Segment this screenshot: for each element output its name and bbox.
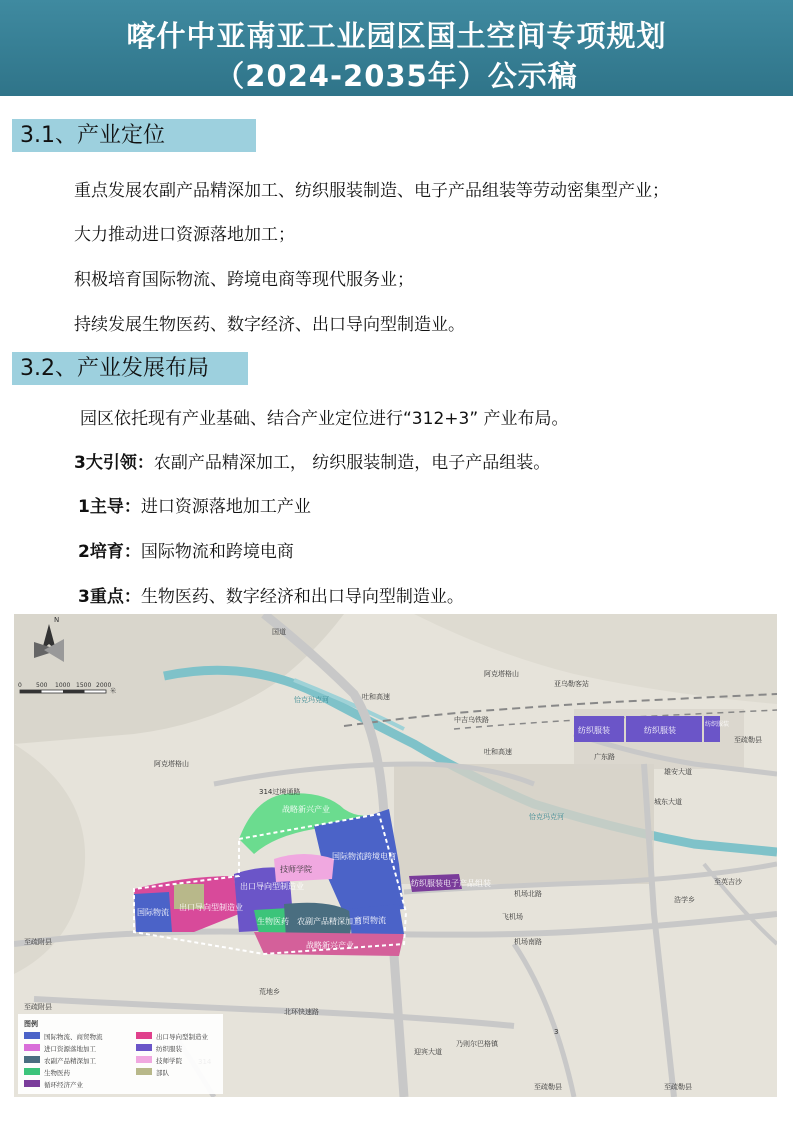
page-header [0,0,793,96]
label-guangdong: 广东路 [594,753,615,761]
label-xiongan: 雄安大道 [664,768,692,776]
point-label: 1主导： [78,497,141,517]
industry-layout-map [14,614,777,1097]
legend-label: 循环经济产业 [44,1081,83,1089]
legend-swatch [24,1056,40,1063]
point-text: 进口资源落地加工产业 [140,497,311,517]
label-beihuan: 北环快速路 [284,1008,319,1016]
label-road-tuhe: 吐和高速 [362,693,390,701]
label-station: 亚乌勒客站 [554,680,589,688]
label-to-shule-s2: 至疏勒县 [664,1083,692,1091]
legend-label: 出口导向型制造业 [156,1033,208,1041]
legend-swatch [136,1032,152,1039]
label-logistics-w: 国际物流 [137,908,169,917]
legend-label: 国际物流、商贸物流 [44,1033,103,1041]
label-chengdong: 城东大道 [654,798,682,806]
label-jichang-north: 机场北路 [514,890,542,898]
title-line-1: 喀什中亚南亚工业园区国土空间专项规划 [126,19,667,53]
section1-item-3: 积极培育国际物流、跨境电商等现代服务业； [74,270,414,290]
label-river1: 恰克玛克河 [294,696,329,704]
point-text: 国际物流和跨境电商 [140,542,294,562]
label-skill: 技师学院 [280,865,312,874]
label-textile-2: 纺织服装 [644,726,676,735]
label-agri: 农副产品精深加工 [297,917,361,926]
label-to-shule-s1: 至疏勒县 [534,1083,562,1091]
label-haoxue: 浩学乡 [674,896,695,904]
label-textile-1: 纺织服装 [578,726,610,735]
scale-tick-0: 0 [18,682,22,689]
legend-label: 技师学院 [156,1057,182,1065]
legend-label: 进口资源落地加工 [44,1045,96,1053]
legend-label: 农副产品精深加工 [44,1057,96,1065]
label-logistics-e: 国际物流跨境电商 [332,852,396,861]
legend-swatch [136,1068,152,1075]
label-guoqu: 国道 [272,628,286,636]
legend-swatch [24,1068,40,1075]
section2-point-2 [78,492,311,517]
section1-item-4: 持续发展生物医药、数字经济、出口导向型制造业。 [74,315,465,335]
label-road-3: 3 [554,1028,559,1036]
label-naizibage: 乃则尔巴格镇 [456,1040,498,1048]
point-label: 2培育： [78,542,141,562]
label-yingbin: 迎宾大道 [414,1048,442,1056]
scale-seg-3 [63,690,85,693]
scale-tick-1500: 1500 [76,682,92,689]
section1-item-2: 大力推动进口资源落地加工； [74,225,295,245]
legend-swatch [24,1032,40,1039]
north-label: N [54,616,60,624]
section1-item-1: 重点发展农副产品精深加工、纺织服装制造、电子产品组装等劳动密集型产业； [74,181,669,201]
section2-point-3 [78,537,294,562]
label-to-shule-e: 至疏勒县 [734,736,762,744]
label-road-314: 314过境通路 [259,788,301,796]
section2-title: 3.2、产业发展布局 [12,352,248,385]
legend-title: 图例 [24,1020,38,1028]
section2-intro: 园区依托现有产业基础、结合产业定位进行“312+3” 产业布局。 [80,409,569,429]
label-strategic-s: 战略新兴产业 [306,941,354,950]
label-akt-west: 阿克塔格山 [154,760,189,768]
point-label: 3大引领： [74,453,154,473]
label-river2: 恰克玛克河 [529,813,564,821]
legend-label: 部队 [156,1069,169,1077]
label-tuhe-road: 吐和高速 [484,748,512,756]
legend-label: 生物医药 [44,1069,70,1077]
label-airport: 飞机场 [502,913,523,921]
legend-swatch [136,1056,152,1063]
scale-tick-500: 500 [36,682,48,689]
label-commerce: 商贸物流 [354,916,386,925]
point-text: 农副产品精深加工， 纺织服装制造，电子产品组装。 [153,453,551,473]
label-textile-e: 纺织服装电子产品组装 [411,879,491,888]
label-to-shule-sw: 至疏附县 [24,1003,52,1011]
map-svg [14,614,777,1097]
legend-swatch [24,1044,40,1051]
label-export-c: 出口导向型制造业 [240,882,304,891]
point-text: 生物医药、数字经济和出口导向型制造业。 [140,587,464,607]
label-huangdi: 荒地乡 [259,988,280,996]
point-label: 3重点： [78,587,141,607]
section2-point-4 [78,582,464,607]
section1-title: 3.1、产业定位 [12,119,256,152]
scale-tick-2000: 2000 [96,682,112,689]
map-legend [18,1014,223,1094]
scale-tick-1000: 1000 [55,682,71,689]
title-line-2: （2024-2035年）公示稿 [215,59,578,93]
legend-swatch [136,1044,152,1051]
label-jichang-south: 机场南路 [514,938,542,946]
label-export-w: 出口导向型制造业 [179,903,243,912]
label-textile-3: 纺织服装 [705,721,730,728]
label-bio: 生物医药 [257,917,289,926]
legend-label: 纺织服装 [156,1045,182,1053]
zone-textile-3 [704,716,720,742]
label-to-shule-west: 至疏附县 [24,938,52,946]
scale-unit: 米 [110,688,117,695]
scale-seg-1 [20,690,42,693]
legend-swatch [24,1080,40,1087]
label-railway: 中吉乌铁路 [454,716,489,724]
section2-point-1 [74,448,550,473]
label-akt-north: 阿克塔格山 [484,670,519,678]
label-strategic-n: 战略新兴产业 [282,805,330,814]
label-to-yining: 至英吉沙 [714,878,742,886]
